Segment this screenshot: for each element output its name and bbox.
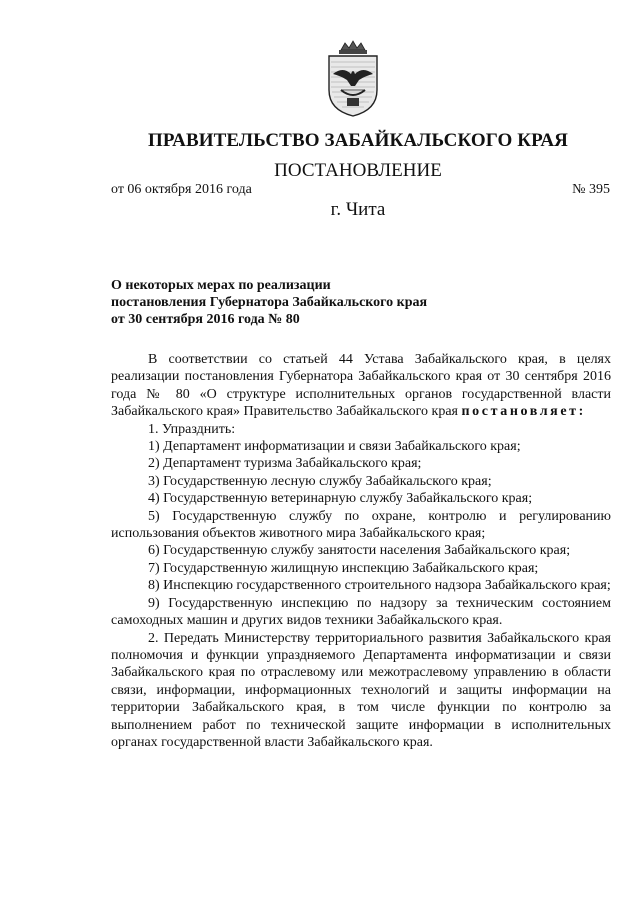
item-1-subitem-6: 6) Государственную службу занятости населения Забайкальского края;: [148, 543, 571, 559]
coat-of-arms-icon: [321, 40, 385, 118]
item-1-subitem-7: 7) Государственную жилищную инспекцию Забайкальского края;: [148, 560, 539, 576]
document-body: [111, 351, 611, 751]
subject-line-3: от 30 сентября 2016 года № 80: [111, 312, 300, 327]
resolves-word: постановляет:: [461, 404, 586, 420]
preamble-text: В соответствии со статьей 44 Устава Забайкальского края, в целях реализации постановления Губернатора Забайкальского края от 30 сентября 2016 года № 80 «О структуре исполнительных органов государственной власти Забайкальского края» Правительство Забайкальского края: [111, 352, 611, 420]
item-1-subitem-3: 3) Государственную лесную службу Забайкальского края;: [148, 473, 492, 489]
item-1-subitem-8: 8) Инспекцию государственного строительного надзора Забайкальского края;: [148, 578, 611, 594]
item-1-subitem-5: 5) Государственную службу по охране, контролю и регулированию использования объектов животного мира Забайкальского края;: [111, 508, 611, 542]
item-1-subitem-9: 9) Государственную инспекцию по надзору за техническим состоянием самоходных машин и других видов техники Забайкальского края.: [111, 595, 611, 629]
item-1-subitem-4: 4) Государственную ветеринарную службу Забайкальского края;: [148, 491, 533, 507]
subject-line-1: О некоторых мерах по реализации: [111, 278, 331, 293]
item-2-paragraph: 2. Передать Министерству территориального развития Забайкальского края полномочия и функции упраздняемого Департамента информатизации и связи Забайкальского края по отраслевому или межотраслевому управлению в области связи, информации, информационных технологий и защиты информации на территории Забайкальского края, в том числе функции по контролю за выполнением работ по технической защите информации в исполнительных органах государственной власти Забайкальского края.: [111, 630, 611, 750]
document-subject: [111, 277, 531, 328]
document-number: № 395: [572, 182, 610, 197]
subject-line-2: постановления Губернатора Забайкальского края: [111, 295, 428, 310]
item-1-subitem-1: 1) Департамент информатизации и связи Забайкальского края;: [148, 439, 521, 455]
item-1-heading: 1. Упразднить:: [148, 421, 236, 437]
item-1-subitem-2: 2) Департамент туризма Забайкальского края;: [148, 456, 422, 472]
document-date: от 06 октября 2016 года: [111, 182, 252, 197]
document-type: ПОСТАНОВЛЕНИЕ: [274, 160, 442, 181]
preamble-paragraph: [111, 351, 611, 421]
document-city: г. Чита: [330, 199, 386, 220]
government-title: ПРАВИТЕЛЬСТВО ЗАБАЙКАЛЬСКОГО КРАЯ: [147, 130, 568, 151]
